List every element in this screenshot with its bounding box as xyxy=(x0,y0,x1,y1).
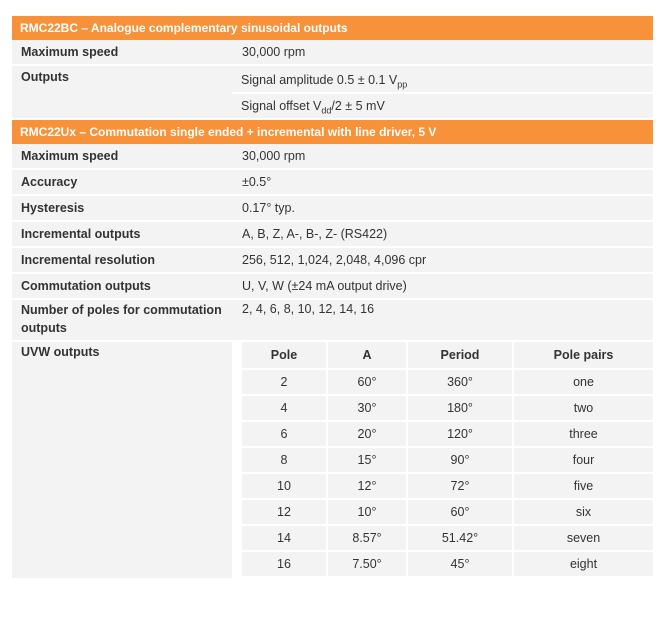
table-cell: 8.57° xyxy=(327,525,407,551)
table-row xyxy=(242,421,653,447)
table-cell: 72° xyxy=(407,473,513,499)
row-max-speed xyxy=(12,144,653,170)
uvw-row-background-fill xyxy=(12,578,232,579)
table-cell: one xyxy=(513,369,653,395)
table-cell: 16 xyxy=(242,551,327,577)
table-cell: 4 xyxy=(242,395,327,421)
table-cell: 30° xyxy=(327,395,407,421)
column-header-pole-pairs: Pole pairs xyxy=(513,342,653,369)
row-label: Maximum speed xyxy=(21,149,119,163)
column-header-pole: Pole xyxy=(242,342,327,369)
table-cell: 10 xyxy=(242,473,327,499)
table-cell: 60° xyxy=(407,499,513,525)
row-value: ±0.5° xyxy=(242,175,272,189)
table-cell: 14 xyxy=(242,525,327,551)
table-cell: eight xyxy=(513,551,653,577)
outputs-values xyxy=(232,66,653,118)
row-value: 30,000 rpm xyxy=(242,45,306,59)
table-cell: 60° xyxy=(327,369,407,395)
uvw-table-container xyxy=(232,342,653,578)
table-row xyxy=(242,551,653,577)
spec-sheet xyxy=(12,16,653,578)
row-label: Maximum speed xyxy=(21,45,119,59)
table-cell: 360° xyxy=(407,369,513,395)
row-outputs xyxy=(12,66,653,120)
row-incremental-outputs xyxy=(12,222,653,248)
row-uvw-outputs xyxy=(12,342,653,578)
signal-amplitude: Signal amplitude 0.5 ± 0.1 $V_{pp}$ xyxy=(232,66,653,94)
table-cell: 10° xyxy=(327,499,407,525)
row-value: U, V, W (±24 mA output drive) xyxy=(242,279,407,293)
row-label: Hysteresis xyxy=(21,201,85,215)
section-header-rmc22bc: RMC22BC – Analogue complementary sinusoidal outputs xyxy=(12,16,653,40)
uvw-table xyxy=(242,342,653,578)
table-cell: 15° xyxy=(327,447,407,473)
row-label: UVW outputs xyxy=(21,345,100,359)
table-cell: five xyxy=(513,473,653,499)
row-label: Incremental resolution xyxy=(21,253,156,267)
row-label: Outputs xyxy=(21,70,69,84)
row-value: 30,000 rpm xyxy=(242,149,306,163)
table-header-row xyxy=(242,342,653,369)
table-cell: 45° xyxy=(407,551,513,577)
row-label: Number of poles for commutation outputs xyxy=(21,303,222,335)
table-cell: seven xyxy=(513,525,653,551)
table-cell: 6 xyxy=(242,421,327,447)
table-cell: four xyxy=(513,447,653,473)
column-header-period: Period xyxy=(407,342,513,369)
table-row xyxy=(242,525,653,551)
table-cell: 180° xyxy=(407,395,513,421)
row-commutation-outputs xyxy=(12,274,653,300)
table-cell: 2 xyxy=(242,369,327,395)
section-header-rmc22ux: RMC22Ux – Commutation single ended + incremental with line driver, 5 V xyxy=(12,120,653,144)
table-cell: six xyxy=(513,499,653,525)
row-max-speed-bc xyxy=(12,40,653,66)
row-label: Commutation outputs xyxy=(21,279,151,293)
table-row xyxy=(242,369,653,395)
table-row xyxy=(242,395,653,421)
signal-offset: Signal offset $V_{dd}/2 \pm 5$ mV xyxy=(241,99,385,116)
table-cell: 90° xyxy=(407,447,513,473)
row-value: A, B, Z, A-, B-, Z- (RS422) xyxy=(242,227,388,241)
row-label: Accuracy xyxy=(21,175,78,189)
table-cell: two xyxy=(513,395,653,421)
table-row xyxy=(242,473,653,499)
table-cell: 120° xyxy=(407,421,513,447)
table-cell: 12° xyxy=(327,473,407,499)
row-value: 256, 512, 1,024, 2,048, 4,096 cpr xyxy=(242,253,427,267)
table-cell: 51.42° xyxy=(407,525,513,551)
table-row xyxy=(242,447,653,473)
table-cell: 7.50° xyxy=(327,551,407,577)
row-value: 2, 4, 6, 8, 10, 12, 14, 16 xyxy=(242,302,375,316)
table-cell: three xyxy=(513,421,653,447)
table-cell: 12 xyxy=(242,499,327,525)
row-hysteresis xyxy=(12,196,653,222)
table-cell: 20° xyxy=(327,421,407,447)
table-cell: 8 xyxy=(242,447,327,473)
row-incremental-resolution xyxy=(12,248,653,274)
row-value: 0.17° typ. xyxy=(242,201,295,215)
row-accuracy xyxy=(12,170,653,196)
row-label: Incremental outputs xyxy=(21,227,141,241)
table-row xyxy=(242,499,653,525)
row-number-of-poles xyxy=(12,300,653,342)
column-header-a: A xyxy=(327,342,407,369)
